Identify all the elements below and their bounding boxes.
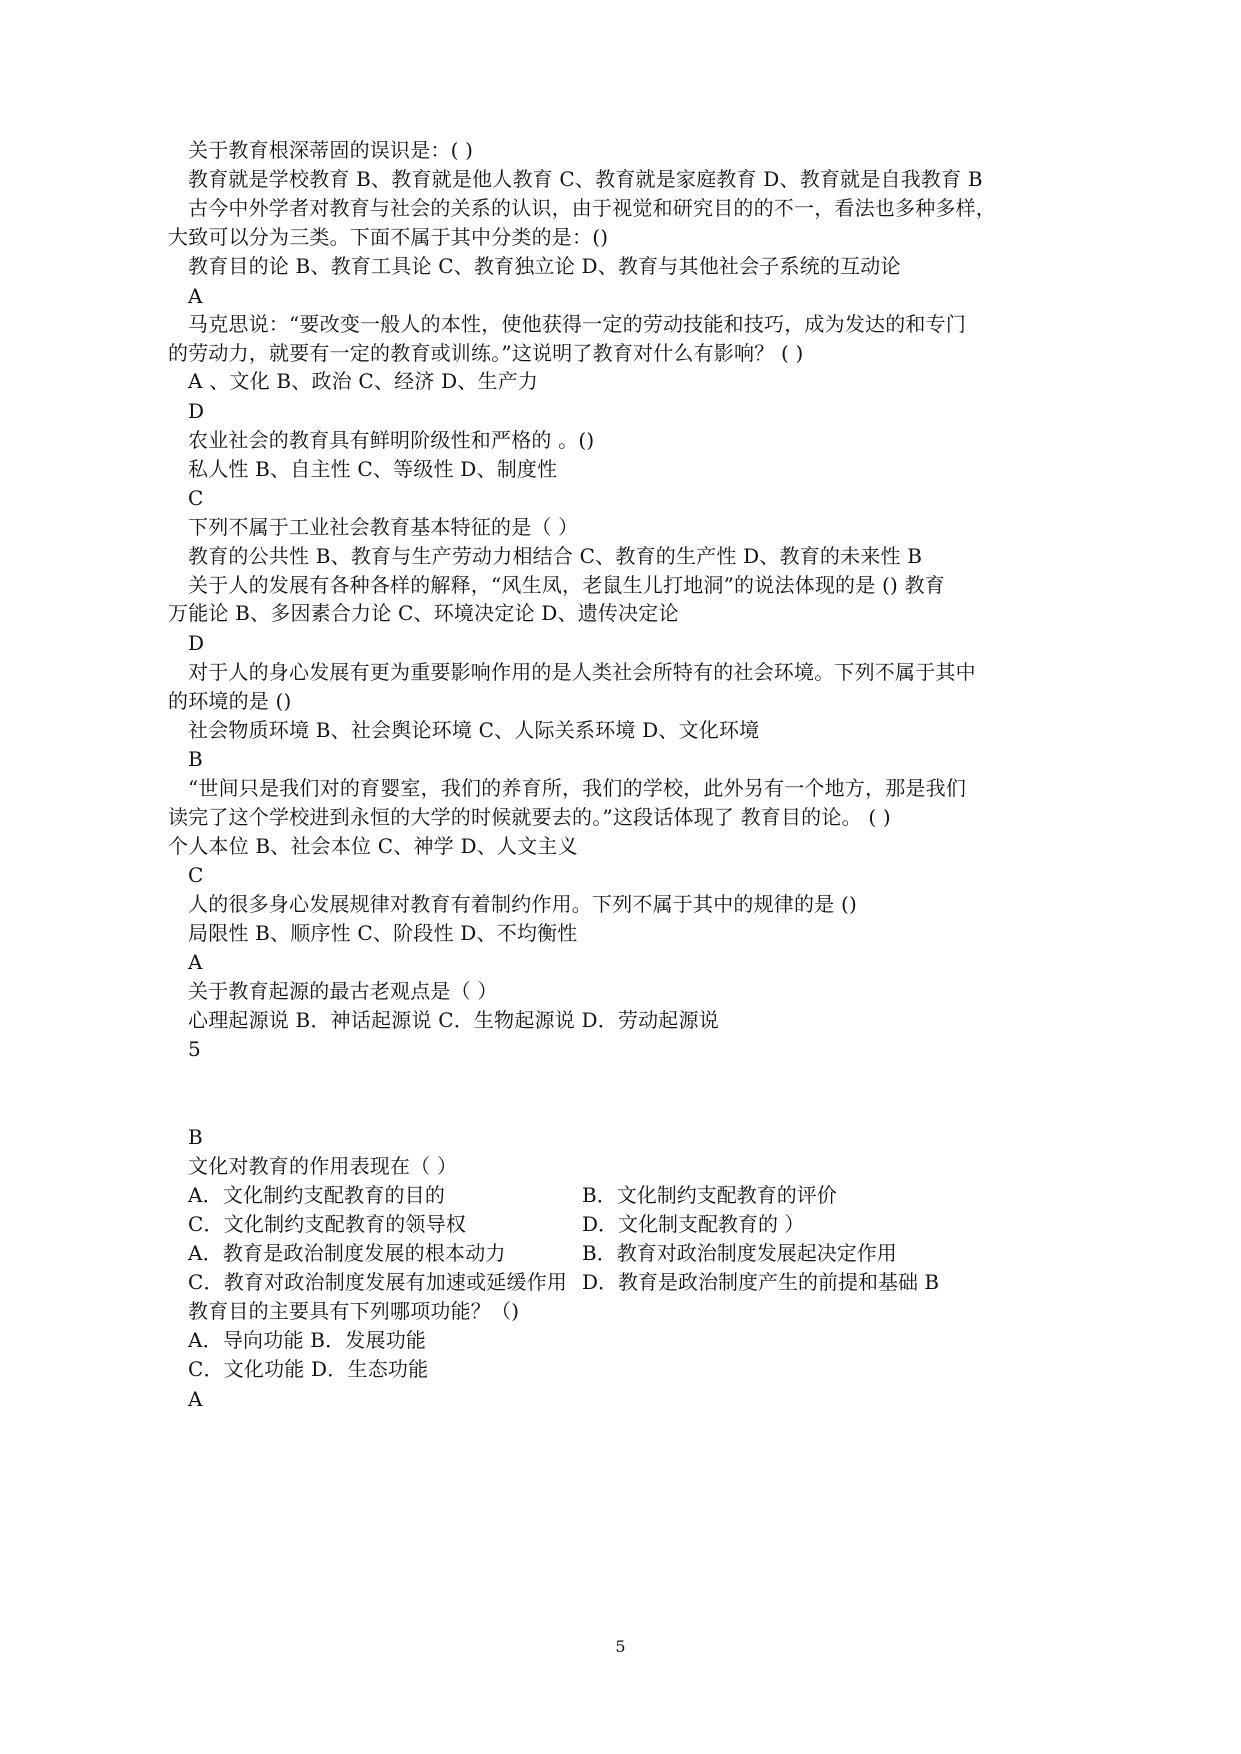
question-5: 下列不属于工业社会教育基本特征的是（ ） (188, 515, 579, 539)
question-6-line-2: 万能论 B、多因素合力论 C、环境决定论 D、遗传决定论 (168, 601, 679, 625)
question-2-line-2: 大致可以分为三类。下面不属于其中分类的是：() (168, 225, 609, 249)
question-3-line-2: 的劳动力，就要有一定的教育或训练。”这说明了教育对什么有影响？ ( ) (168, 341, 804, 365)
answer-2: A (188, 284, 203, 308)
question-4: 农业社会的教育具有鲜明阶级性和严格的 。() (188, 428, 595, 452)
answer-8: C (188, 863, 204, 887)
question-7-line-1: 对于人的身心发展有更为重要影响作用的是人类社会所特有的社会环境。下列不属于其中 (188, 660, 976, 684)
answer-7: B (188, 747, 203, 771)
question-8-line-2: 读完了这个学校进到永恒的大学的时候就要去的。”这段话体现了 教育目的论。 ( ) (168, 805, 891, 829)
option-11-d: D．文化制支配教育的 ） (582, 1212, 805, 1236)
question-3-line-1: 马克思说：“要改变一般人的本性，使他获得一定的劳动技能和技巧，成为发达的和专门 (188, 312, 967, 336)
options-5: 教育的公共性 B、教育与生产劳动力相结合 C、教育的生产性 D、教育的未来性 B (188, 544, 923, 568)
question-7-line-2: 的环境的是 () (168, 689, 292, 713)
option-12-d: D．教育是政治制度产生的前提和基础 B (582, 1270, 940, 1294)
options-13-cd: C．文化功能 D．生态功能 (188, 1357, 429, 1381)
page-number: 5 (615, 1637, 626, 1656)
question-8-line-1: “世间只是我们对的育婴室，我们的养育所，我们的学校，此外另有一个地方，那是我们 (188, 776, 967, 800)
answer-4: C (188, 486, 204, 510)
options-3: A 、文化 B、政治 C、经济 D、生产力 (188, 369, 539, 393)
options-10: 心理起源说 B．神话起源说 C．生物起源说 D．劳动起源说 (188, 1008, 719, 1032)
stray-number: 5 (188, 1037, 201, 1061)
options-13-ab: A．导向功能 B．发展功能 (188, 1328, 427, 1352)
options-7: 社会物质环境 B、社会舆论环境 C、人际关系环境 D、文化环境 (188, 718, 760, 742)
question-6-line-1: 关于人的发展有各种各样的解释，“风生凤，老鼠生儿打地洞”的说法体现的是 () 教育 (188, 573, 945, 597)
question-9: 人的很多身心发展规律对教育有着制约作用。下列不属于其中的规律的是 () (188, 892, 857, 916)
options-9: 局限性 B、顺序性 C、阶段性 D、不均衡性 (188, 921, 578, 945)
option-12-a: A．教育是政治制度发展的根本动力 (188, 1241, 506, 1265)
answer-13: A (188, 1387, 203, 1411)
option-12-b: B．教育对政治制度发展起决定作用 (582, 1241, 897, 1265)
question-10: 关于教育起源的最古老观点是（ ） (188, 979, 498, 1003)
option-11-c: C．文化制约支配教育的领导权 (188, 1212, 467, 1236)
options-8: 个人本位 B、社会本位 C、神学 D、人文主义 (168, 834, 578, 858)
question-1: 关于教育根深蒂固的误识是：( ) (188, 138, 474, 162)
options-1: 教育就是学校教育 B、教育就是他人教育 C、教育就是家庭教育 D、教育就是自我教育 B (188, 167, 983, 191)
option-12-c: C．教育对政治制度发展有加速或延缓作用 (188, 1270, 568, 1294)
options-2: 教育目的论 B、教育工具论 C、教育独立论 D、教育与其他社会子系统的互动论 (188, 254, 901, 278)
answer-10: B (188, 1125, 203, 1149)
options-4: 私人性 B、自主性 C、等级性 D、制度性 (188, 457, 558, 481)
answer-9: A (188, 950, 203, 974)
option-11-a: A．文化制约支配教育的目的 (188, 1183, 446, 1207)
answer-6: D (188, 631, 205, 655)
answer-3: D (188, 399, 205, 423)
question-13: 教育目的主要具有下列哪项功能？（) (188, 1299, 520, 1323)
question-2-line-1: 古今中外学者对教育与社会的关系的认识，由于视觉和研究目的的不一，看法也多种多样， (188, 196, 996, 220)
option-11-b: B．文化制约支配教育的评价 (582, 1183, 837, 1207)
question-11: 文化对教育的作用表现在（ ） (188, 1154, 458, 1178)
